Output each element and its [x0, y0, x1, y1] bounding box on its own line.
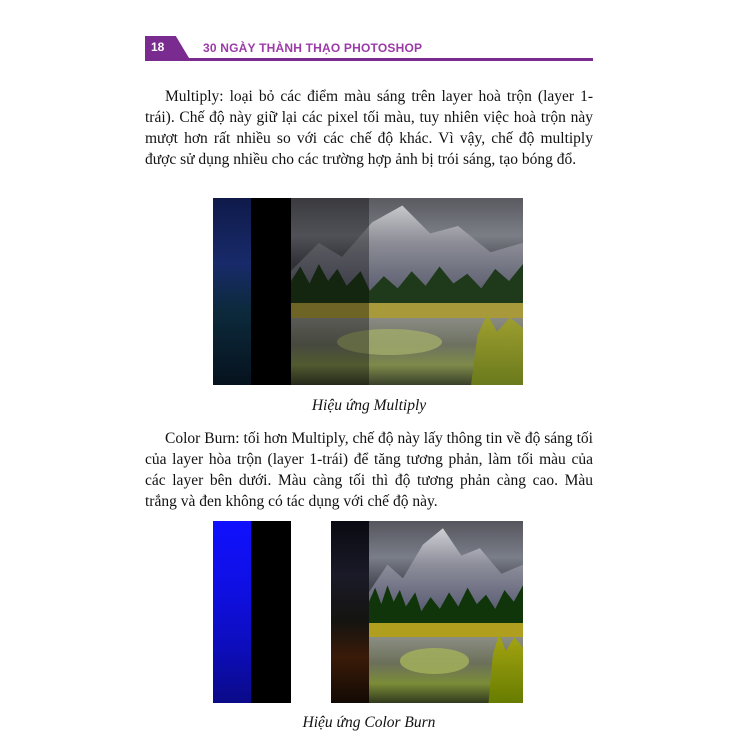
- multiply-overlay: [291, 198, 369, 385]
- landscape-photo: [369, 521, 523, 703]
- white-strip: [291, 521, 331, 703]
- black-strip: [251, 521, 291, 703]
- black-strip: [251, 198, 291, 385]
- figure-multiply: [213, 198, 523, 385]
- caption-multiply: Hiệu ứng Multiply: [311, 397, 427, 414]
- blue-strip: [213, 521, 251, 703]
- color-burn-strip: [331, 521, 369, 703]
- paragraph-multiply: Multiply: loại bỏ các điểm màu sáng trên layer hoà trộn (layer 1-trái). Chế độ này giữ lại các pixel tối màu, tuy nhiên việc hoà trộn này mượt hơn rất nhiều so với các chế độ khác. Vì vậy, chế độ multiply được sử dụng nhiều cho các trường hợp ảnh bị trói sáng, tạo bóng đổ.: [145, 88, 593, 168]
- page-number: 18: [151, 40, 165, 54]
- caption-color-burn: Hiệu ứng Color Burn: [302, 714, 436, 731]
- figure-color-burn: [213, 521, 523, 703]
- book-title: 30 NGÀY THÀNH THẠO PHOTOSHOP: [203, 41, 423, 55]
- header-rule: [145, 58, 593, 61]
- page-header: [145, 36, 593, 62]
- paragraph-color-burn: Color Burn: tối hơn Multiply, chế độ này lấy thông tin về độ sáng tối của layer hòa trộn (layer 1-trái) để tăng tương phản, làm tối màu của các layer bên dưới. Màu càng tối thì độ tương phản càng cao. Màu trắng và đen không có tác dụng với chế độ này.: [145, 430, 593, 510]
- blue-strip: [213, 198, 251, 385]
